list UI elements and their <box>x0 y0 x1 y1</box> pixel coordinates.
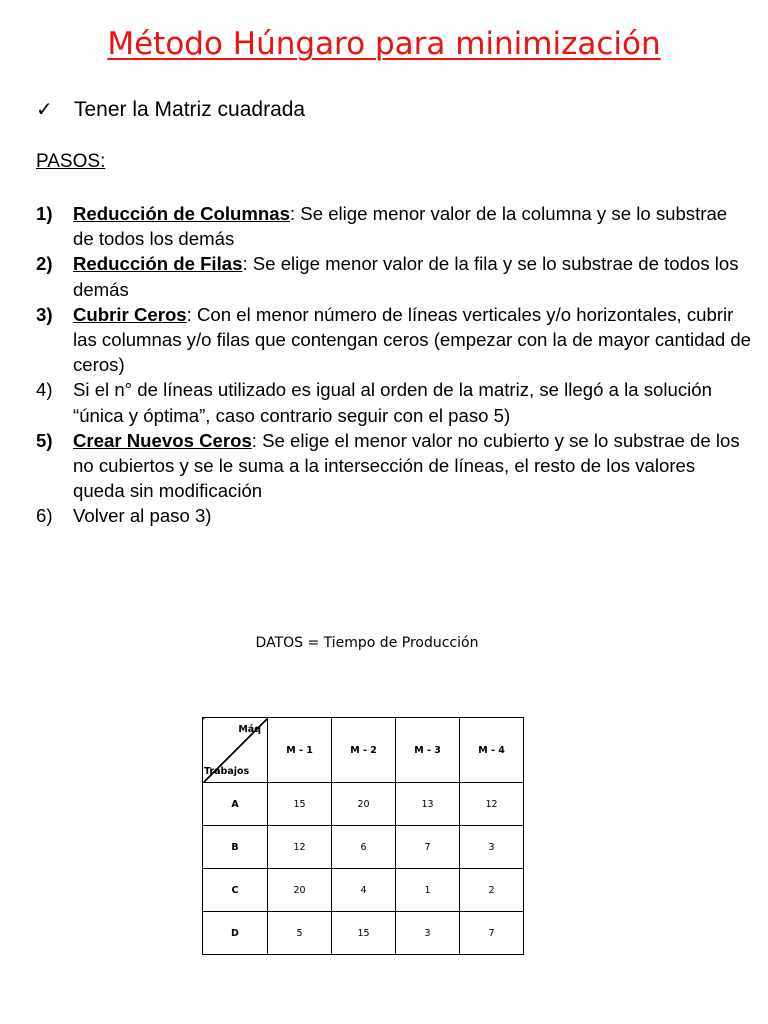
step-heading: Cubrir Ceros <box>73 303 187 325</box>
production-time-table <box>202 717 524 955</box>
step-text: Volver al paso 3) <box>73 505 212 527</box>
step-text: : Se elige menor valor de la fila y se lo substrae de todos los demás <box>73 253 739 300</box>
table-row <box>203 912 524 955</box>
corner-column-label: Máq <box>238 724 261 735</box>
step-item <box>36 428 752 504</box>
table-cell: 12 <box>460 783 524 826</box>
column-header: M - 3 <box>396 718 460 783</box>
step-number: 6) <box>36 505 53 527</box>
row-header: B <box>203 826 268 869</box>
step-item <box>36 302 752 378</box>
table-cell: 12 <box>268 826 332 869</box>
table-cell: 3 <box>460 826 524 869</box>
step-text: : Se elige el menor valor no cubierto y se lo substrae de los no cubiertos y se le suma a la intersección de líneas, el resto de los valores queda sin modificación <box>73 429 740 502</box>
table-cell: 7 <box>460 912 524 955</box>
step-number: 5) <box>36 429 53 451</box>
table-caption: DATOS = Tiempo de Producción <box>255 635 479 651</box>
table-row <box>203 783 524 826</box>
table-cell: 4 <box>332 869 396 912</box>
table-cell: 15 <box>268 783 332 826</box>
step-number: 1) <box>36 203 53 224</box>
steps-heading <box>36 150 105 174</box>
column-header: M - 2 <box>332 718 396 783</box>
page-title-text: Método Húngaro para minimización <box>107 26 661 62</box>
step-text: : Con el menor número de líneas verticales y/o horizontales, cubrir las columnas y/o filas que contengan ceros (empezar con la de mayor cantidad de ceros) <box>73 303 752 376</box>
table-corner-cell <box>203 718 268 783</box>
table-cell: 7 <box>396 826 460 869</box>
step-number: 3) <box>36 303 53 325</box>
requirement-text: Tener la Matriz cuadrada <box>74 98 306 121</box>
corner-row-label: Trabajos <box>204 766 250 777</box>
step-number: 2) <box>36 253 53 275</box>
step-item <box>36 201 752 251</box>
steps-heading-label: PASOS <box>36 151 101 172</box>
row-header: A <box>203 783 268 826</box>
column-header: M - 4 <box>460 718 524 783</box>
steps-list <box>36 201 752 529</box>
table-cell: 20 <box>268 869 332 912</box>
step-number: 4) <box>36 379 53 401</box>
table-cell: 13 <box>396 783 460 826</box>
table-cell: 15 <box>332 912 396 955</box>
table-cell: 6 <box>332 826 396 869</box>
step-heading: Reducción de Columnas <box>73 203 290 224</box>
step-heading: Crear Nuevos Ceros <box>73 429 252 451</box>
table-cell: 2 <box>460 869 524 912</box>
row-header: D <box>203 912 268 955</box>
table-cell: 3 <box>396 912 460 955</box>
table-header-row <box>203 718 524 783</box>
step-item <box>36 503 752 528</box>
step-item <box>36 251 752 301</box>
step-text: Si el n° de líneas utilizado es igual al orden de la matriz, se llegó a la solución “única y óptima”, caso contrario seguir con el paso 5) <box>73 379 712 426</box>
step-heading: Reducción de Filas <box>73 253 243 275</box>
row-header: C <box>203 869 268 912</box>
steps-heading-colon: : <box>100 151 106 172</box>
step-item <box>36 377 752 427</box>
table-cell: 1 <box>396 869 460 912</box>
page-title <box>0 22 768 66</box>
checkmark-icon: ✓ <box>36 97 53 121</box>
table-row <box>203 869 524 912</box>
step-text: : Se elige menor valor de la columna y se lo substrae de todos los demás <box>73 203 728 250</box>
table-cell: 20 <box>332 783 396 826</box>
requirement-item <box>36 95 305 124</box>
column-header: M - 1 <box>268 718 332 783</box>
table-cell: 5 <box>268 912 332 955</box>
table-row <box>203 826 524 869</box>
